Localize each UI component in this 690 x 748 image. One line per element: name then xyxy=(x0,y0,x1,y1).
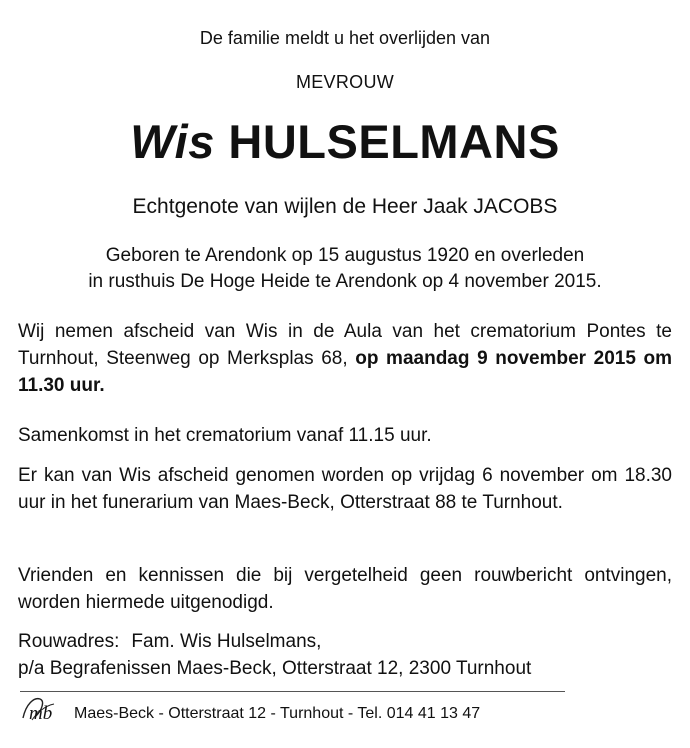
spouse-line: Echtgenote van wijlen de Heer Jaak JACOBS xyxy=(132,195,558,218)
footer-divider xyxy=(20,691,565,692)
viewing-paragraph: Er kan van Wis afscheid genomen worden op vrijdag 6 november om 18.30 uur in het funerarium van Maes-Beck, Otterstraat 88 te Turnhout. xyxy=(18,465,672,513)
surname: HULSELMANS xyxy=(228,115,560,168)
deceased-name xyxy=(0,112,690,172)
intro-line: De familie meldt u het overlijden van xyxy=(199,28,491,48)
logo-text: mb xyxy=(29,703,53,724)
address-name: Fam. Wis Hulselmans, xyxy=(131,631,322,652)
invitation-paragraph: Vrienden en kennissen die bij vergetelheid geen rouwbericht ontvingen, worden hiermede uitgenodigd. xyxy=(18,565,672,613)
title-line: MEVROUW xyxy=(295,72,395,92)
gathering-paragraph: Samenkomst in het crematorium vanaf 11.15 uur. xyxy=(18,425,432,446)
farewell-date: op maandag 9 november 2015 om 11.30 uur. xyxy=(18,348,672,396)
farewell-paragraph xyxy=(18,318,672,399)
farewell-text: Wij nemen afscheid van Wis in de Aula van het crematorium Pontes te Turnhout, Steenweg op Merksplas 68, xyxy=(18,321,672,369)
address-line: p/a Begrafenissen Maes-Beck, Otterstraat 12, 2300 Turnhout xyxy=(18,658,532,679)
given-name: Wis xyxy=(130,115,215,168)
birth-death-info xyxy=(0,243,690,295)
footer-contact: Maes-Beck - Otterstraat 12 - Turnhout - Tel. 014 41 13 47 xyxy=(74,705,481,722)
address-label: Rouwadres: xyxy=(18,631,120,652)
birth-line-2: in rusthuis De Hoge Heide te Arendonk op 4 november 2015. xyxy=(88,271,602,292)
birth-line-1: Geboren te Arendonk op 15 augustus 1920 en overleden xyxy=(105,245,585,266)
address-first-line xyxy=(18,628,672,655)
maes-beck-logo-icon xyxy=(20,694,64,724)
address-block xyxy=(18,628,672,682)
